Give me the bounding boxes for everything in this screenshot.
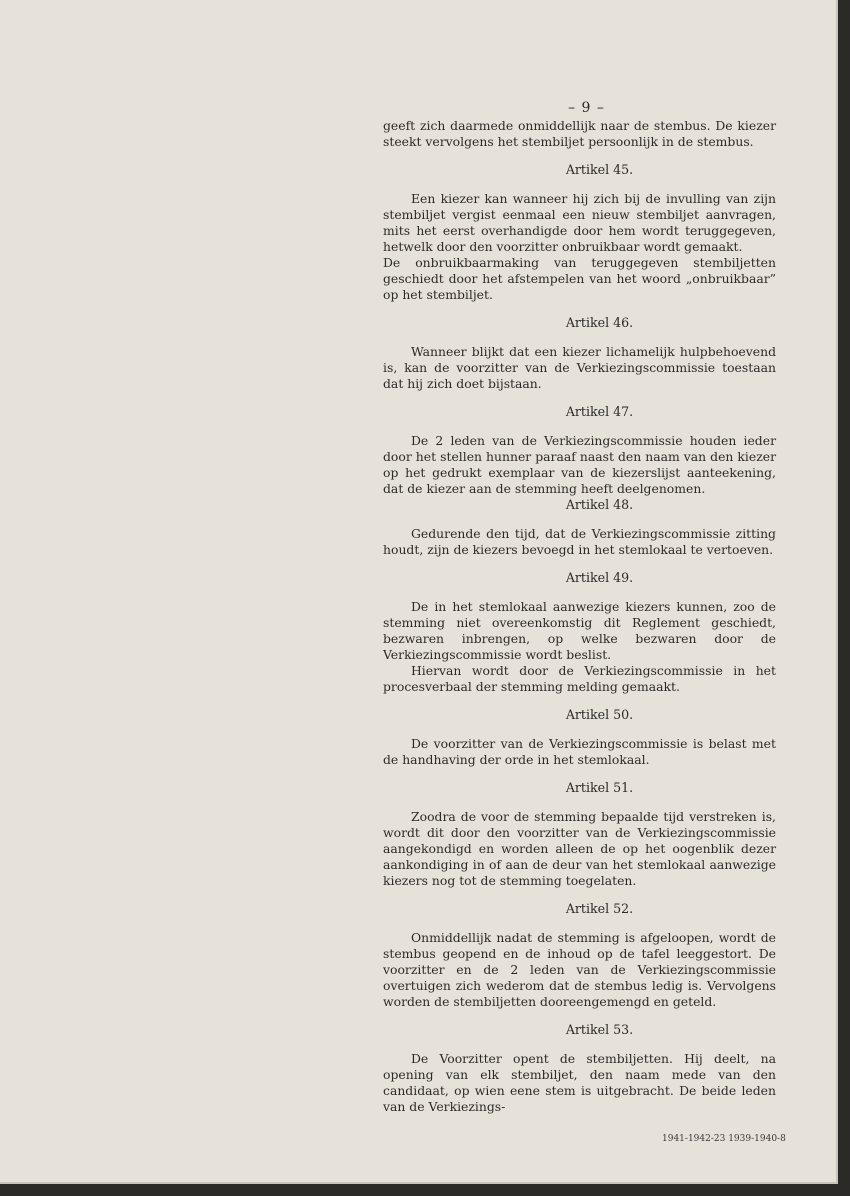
paragraph: Onmiddellijk nadat de stemming is afgeloopen, wordt de stembus geopend en de inhoud op de tafel leeggestort. De voorzitter en de 2 leden van de Verkiezingscommissie overtuigen zich wederom dat de stembus ledig is. Vervolgens worden de stembiljetten dooreengemengd en geteld. [383,930,776,1009]
paragraph: Een kiezer kan wanneer hij zich bij de invulling van zijn stembiljet vergist eenmaal een nieuw stembiljet aanvragen, mits het eerst overhandigde door hem wordt teruggegeven, hetwelk door den voorzitter onbruikbaar wordt gemaakt. [383,191,776,254]
paragraph: geeft zich daarmede onmiddellijk naar de stembus. De kiezer steekt vervolgens het stembiljet persoonlijk in de stembus. [383,118,776,149]
paragraph: De Voorzitter opent de stembiljetten. Hij deelt, na opening van elk stembiljet, den naam mede van den candidaat, op wien eene stem is uitgebracht. De beide leden van de Verkiezings- [383,1051,776,1114]
paragraph: De in het stemlokaal aanwezige kiezers kunnen, zoo de stemming niet overeenkomstig dit Reglement geschiedt, bezwaren inbrengen, op welke bezwaren door de Verkiezingscommissie wordt beslist. [383,599,776,662]
page-number: – 9 – [568,100,605,116]
footer-code: 1941-1942-23 1939-1940-8 [662,1134,786,1144]
article-heading: Artikel 45. [565,162,634,177]
article-heading: Artikel 51. [565,780,634,795]
paragraph: De onbruikbaarmaking van teruggegeven stembiljetten geschiedt door het afstempelen van het woord „onbruikbaar” op het stembiljet. [383,255,776,302]
article-heading: Artikel 48. [565,497,634,512]
article-heading: Artikel 53. [565,1022,634,1037]
paragraph: Hiervan wordt door de Verkiezingscommissie in het procesverbaal der stemming melding gemaakt. [383,663,776,694]
article-heading: Artikel 50. [565,707,634,722]
article-heading: Artikel 46. [565,315,634,330]
paragraph: De 2 leden van de Verkiezingscommissie houden ieder door het stellen hunner paraaf naast den naam van den kiezer op het gedrukt exemplaar van de kiezerslijst aanteekening, dat de kiezer aan de stemming heeft deelgenomen. [383,433,776,496]
article-heading: Artikel 49. [565,570,634,585]
paragraph: Wanneer blijkt dat een kiezer lichamelijk hulpbehoevend is, kan de voorzitter van de Verkiezingscommissie toestaan dat hij zich doet bijstaan. [383,344,776,391]
paragraph: Zoodra de voor de stemming bepaalde tijd verstreken is, wordt dit door den voorzitter van de Verkiezingscommissie aangekondigd en worden alleen de op het oogenblik dezer aankondiging in of aan de deur van het stemlokaal aanwezige kiezers nog tot de stemming toegelaten. [383,809,776,888]
text-column [383,100,776,1115]
paragraph: De voorzitter van de Verkiezingscommissie is belast met de handhaving der orde in het stemlokaal. [383,736,776,767]
article-heading: Artikel 47. [565,404,634,419]
article-heading: Artikel 52. [565,901,634,916]
paragraph: Gedurende den tijd, dat de Verkiezingscommissie zitting houdt, zijn de kiezers bevoegd in het stemlokaal te vertoeven. [383,526,776,557]
